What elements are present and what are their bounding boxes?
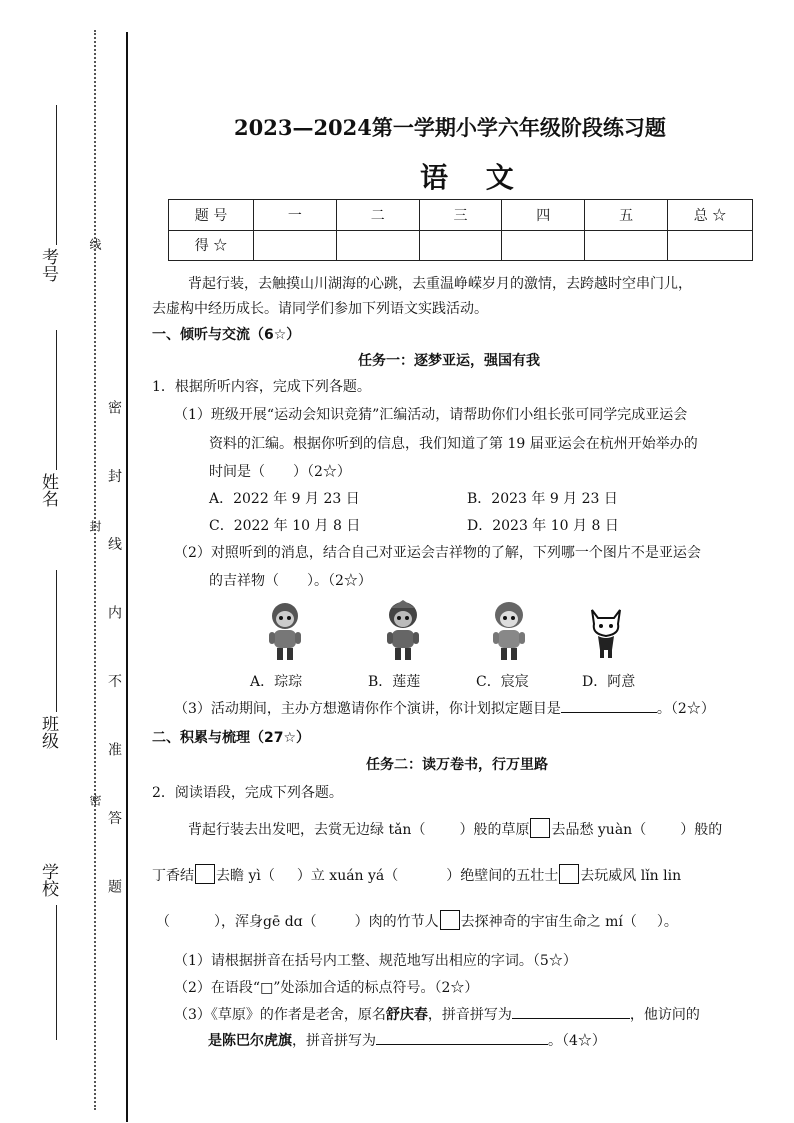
intro-line-1: 背起行装，去触摸山川湖海的心跳，去重温峥嵘岁月的激情，去跨越时空串门儿， xyxy=(188,276,692,292)
passage-text: ）。 xyxy=(656,914,678,930)
punctuation-box[interactable] xyxy=(440,910,460,930)
label-class: 班级 xyxy=(38,715,58,749)
passage-text: ）般的 xyxy=(680,822,723,838)
section-1-heading: 一、倾听与交流（6☆） xyxy=(152,327,301,343)
mascot-a-image xyxy=(264,600,306,662)
exam-title: 2023—2024第一学期小学六年级阶段练习题 xyxy=(234,115,666,140)
margin-rule xyxy=(126,32,128,1122)
passage-text: ）立 xuán yá（ xyxy=(296,868,399,884)
score-cell[interactable] xyxy=(254,230,337,261)
question-text: ，拼音拼写为 xyxy=(427,1007,512,1023)
question-1-1-line-2: 资料的汇编。根据你听到的信息，我们知道了第 19 届亚运会在杭州开始举办的 xyxy=(209,436,698,452)
score-header-cell: 二 xyxy=(336,200,419,231)
subject-title: 语 文 xyxy=(420,161,528,194)
score-cell[interactable] xyxy=(502,230,585,261)
score-value-row xyxy=(169,230,753,261)
question-1-3-score: 。（2☆） xyxy=(656,701,715,717)
passage-text: ）般的草原 xyxy=(459,822,530,838)
score-header-cell: 总 ☆ xyxy=(668,200,753,231)
score-header-cell: 五 xyxy=(585,200,668,231)
passage-line-3 xyxy=(156,910,678,931)
passage-text: ）肉的竹节人 xyxy=(354,914,439,930)
score-cell[interactable] xyxy=(585,230,668,261)
sub-question-3-line-2 xyxy=(208,1030,606,1050)
mark-seal: 封 xyxy=(88,520,102,532)
speech-title-blank[interactable] xyxy=(561,698,657,713)
passage-text: （ xyxy=(156,914,170,930)
exam-number-blank[interactable] xyxy=(56,105,57,245)
passage-text: 背起行装去出发吧，去赏无边绿 tǎn（ xyxy=(188,822,426,838)
question-1-2-line-2: 的吉祥物（ ）。（2☆） xyxy=(209,573,372,589)
option-a[interactable]: A．2022 年 9 月 23 日 xyxy=(209,491,360,507)
emphasis-text: 舒庆春 xyxy=(385,1007,428,1023)
passage-line-2 xyxy=(152,864,681,885)
question-1-3-prompt: （3）活动期间，主办方想邀请你作个演讲，你计划拟定题目是 xyxy=(174,701,561,717)
question-1-2-line-1: （2）对照听到的消息，结合自己对亚运会吉祥物的了解，下列哪一个图片不是亚运会 xyxy=(174,545,701,561)
mascot-d-image xyxy=(586,604,626,660)
school-blank[interactable] xyxy=(56,905,57,1040)
question-1-1-line-1: （1）班级开展“运动会知识竞猜”汇编活动，请帮助你们小组长张可同学完成亚运会 xyxy=(174,407,688,423)
mascot-c-image xyxy=(488,600,530,662)
score-row-label: 得 ☆ xyxy=(169,230,254,261)
passage-text: ），浑身gē dɑ（ xyxy=(214,914,317,930)
sub-question-2: （2）在语段“□”处添加合适的标点符号。（2☆） xyxy=(174,980,479,996)
question-text: ，拼音拼写为 xyxy=(292,1033,376,1049)
score-header-row xyxy=(169,200,753,231)
question-text: 。（4☆） xyxy=(548,1033,606,1049)
passage-text: 去探神奇的宇宙生命之 mí（ xyxy=(460,914,637,930)
label-exam-number: 考号 xyxy=(38,248,58,282)
section-2-heading: 二、积累与梳理（27☆） xyxy=(152,730,311,746)
score-table xyxy=(168,199,753,261)
passage-line-1 xyxy=(188,818,722,839)
pinyin-blank-1[interactable] xyxy=(512,1004,630,1019)
sub-question-1: （1）请根据拼音在括号内工整、规范地写出相应的字词。（5☆） xyxy=(174,953,577,969)
score-header-cell: 三 xyxy=(419,200,502,231)
punctuation-box[interactable] xyxy=(195,864,215,884)
mark-line: 线 xyxy=(88,238,102,250)
question-text: ，他访问的 xyxy=(629,1007,700,1023)
dotted-cut-line xyxy=(94,30,96,1110)
mascot-b-image xyxy=(382,600,424,662)
name-blank[interactable] xyxy=(56,330,57,470)
score-cell[interactable] xyxy=(336,230,419,261)
intro-line-2: 去虚构中经历成长。请同学们参加下列语文实践活动。 xyxy=(152,301,488,317)
class-blank[interactable] xyxy=(56,570,57,712)
binding-strip xyxy=(0,0,150,1123)
score-header-cell: 四 xyxy=(502,200,585,231)
punctuation-box[interactable] xyxy=(559,864,579,884)
punctuation-box[interactable] xyxy=(530,818,550,838)
score-header-cell: 一 xyxy=(254,200,337,231)
question-text: （3）《草原》的作者是老舍，原名 xyxy=(174,1007,386,1023)
sub-question-3-line-1 xyxy=(174,1004,700,1024)
question-2: 2．阅读语段，完成下列各题。 xyxy=(152,785,343,801)
score-header-cell: 题 号 xyxy=(169,200,254,231)
passage-text: 丁香结 xyxy=(152,868,194,884)
option-c[interactable]: C．2022 年 10 月 8 日 xyxy=(209,518,361,534)
question-1: 1．根据所听内容，完成下列各题。 xyxy=(152,379,371,395)
sealing-note: 密 封 线 内 不 准 答 题 xyxy=(106,400,122,919)
option-b[interactable]: B．2023 年 9 月 23 日 xyxy=(467,491,618,507)
emphasis-text: 是陈巴尔虎旗 xyxy=(208,1033,292,1049)
task-2-title: 任务二：读万卷书，行万里路 xyxy=(366,757,548,773)
label-name: 姓名 xyxy=(38,473,58,507)
option-d[interactable]: D．2023 年 10 月 8 日 xyxy=(467,518,619,534)
mark-secret: 密 xyxy=(88,794,102,806)
pinyin-blank-2[interactable] xyxy=(376,1030,548,1045)
mascot-a-label[interactable]: A．琮琮 xyxy=(250,674,303,690)
passage-text: 去玩威风 lǐn lin xyxy=(580,868,682,884)
mascot-c-label[interactable]: C．宸宸 xyxy=(476,674,529,690)
passage-text: ）绝壁间的五壮士 xyxy=(446,868,559,884)
question-1-1-line-3: 时间是（ ）（2☆） xyxy=(209,464,351,480)
passage-text: 去品愁 yuàn（ xyxy=(551,822,647,838)
score-cell[interactable] xyxy=(419,230,502,261)
mascot-d-label[interactable]: D．阿意 xyxy=(582,674,636,690)
task-1-title: 任务一：逐梦亚运，强国有我 xyxy=(358,353,540,369)
question-1-3 xyxy=(174,698,715,718)
label-school: 学校 xyxy=(38,863,58,897)
mascot-b-label[interactable]: B．莲莲 xyxy=(368,674,421,690)
score-cell[interactable] xyxy=(668,230,753,261)
passage-text: 去瞻 yì（ xyxy=(216,868,275,884)
